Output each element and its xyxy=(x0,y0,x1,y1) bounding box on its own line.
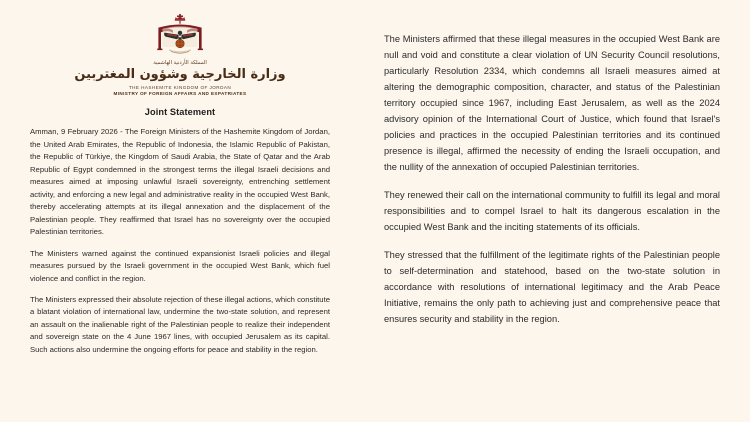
right-column xyxy=(352,0,750,422)
paragraph: The Ministers affirmed that these illegal measures in the occupied West Bank are null and void and constitute a clear violation of UN Security Council resolutions, particularly Resolution 2334, which condemns all Israeli measures aimed at altering the demographic composition, character, and status of the Palestinian territory occupied since 1967, including East Jerusalem, as well as the 2024 advisory opinion of the International Court of Justice, which found that Israel's policies and practices in the occupied Palestinian territories and its continued presence is illegal, affirmed the necessity of ending the Israeli occupation, and the nullity of the annexation of occupied Palestinian territories. xyxy=(384,34,720,172)
paragraph: Amman, 9 February 2026 - The Foreign Ministers of the Hashemite Kingdom of Jordan, the United Arab Emirates, the Republic of Indonesia, the Islamic Republic of Pakistan, the Republic of Türkiye, the Kingdom of Saudi Arabia, the State of Qatar and the Arab Republic of Egypt condemned in the strongest terms the illegal Israeli decisions and measures aimed at imposing unlawful Israeli sovereignty, entrenching settlement activity, and enforcing a new legal and administrative reality in the occupied West Bank, thereby accelerating attempts at its illegal annexation and the displacement of the Palestinian people. They reaffirmed that Israel has no sovereignty over the occupied Palestinian territories. xyxy=(30,127,330,237)
paragraph: The Ministers warned against the continued expansionist Israeli policies and illegal measures pursued by the Israeli government in the occupied West Bank, which fuel violence and conflict in the region. xyxy=(30,248,330,283)
masthead xyxy=(30,14,330,97)
paragraph: They stressed that the fulfillment of the legitimate rights of the Palestinian people to self-determination and statehood, based on the two-state solution in accordance with resolutions of international legitimacy and the Arab Peace Initiative, remains the only path to achieving just and comprehensive peace that ensures security and stability in the region. xyxy=(384,249,720,324)
arabic-ministry-line: وزارة الخارجية وشؤون المغتربين xyxy=(74,66,286,82)
left-column-body xyxy=(30,126,330,356)
paragraph: The Ministers expressed their absolute rejection of these illegal actions, which constitute a blatant violation of international law, undermine the two-state solution, and represent an assault on the inalienable right of the Palestinian people to realize their independent and sovereign state on the 4 June 1967 lines, with occupied Jerusalem as its capital. Such actions also undermine the ongoing efforts for peace and stability in the region. xyxy=(30,294,330,354)
english-ministry-line: MINISTRY OF FOREIGN AFFAIRS AND EXPATRIATES xyxy=(113,91,247,97)
english-kingdom-line: THE HASHEMITE KINGDOM OF JORDAN xyxy=(128,84,232,90)
paragraph: They renewed their call on the international community to fulfill its legal and moral responsibilities and to compel Israel to halt its dangerous escalation in the occupied West Bank and the inciting statements of its officials. xyxy=(384,189,720,232)
right-column-body xyxy=(384,32,720,328)
page-title: Joint Statement xyxy=(144,107,216,118)
left-column xyxy=(0,0,352,422)
jordan-coat-of-arms-icon xyxy=(151,14,209,60)
arabic-kingdom-line: المملكة الأردنية الهاشمية xyxy=(153,60,207,66)
